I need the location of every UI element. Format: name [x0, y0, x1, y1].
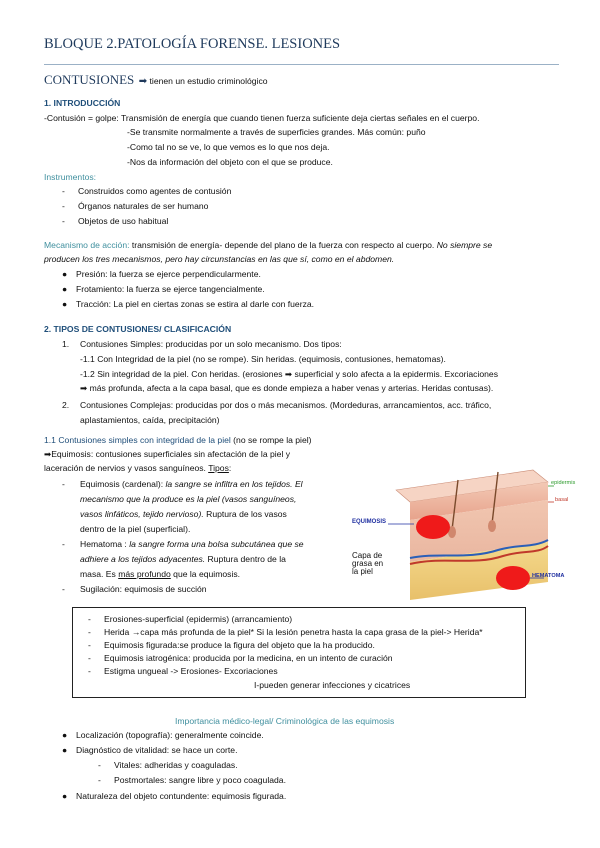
title-rule: [44, 64, 559, 65]
intro-heading: 1. INTRODUCCIÓN: [44, 98, 121, 108]
box-item: - Herida →capa más profunda de la piel* Si la lesión penetra hasta la capa grasa de la piel-> Herida*: [88, 627, 483, 637]
list-marker: -: [62, 539, 65, 549]
list-marker: -: [62, 584, 65, 594]
subtitle-rest: tienen un estudio criminológico: [147, 76, 268, 86]
list-item: ● Diagnóstico de vitalidad: se hace un corte.: [62, 745, 238, 755]
skin-figure: [348, 460, 574, 600]
tipos-sub: ➡ más profunda, afecta a la capa basal, que es donde empieza a haber venas y arterias. Heridas contusas).: [80, 383, 494, 393]
hematoma-line: adhiere a los tejidos adyacentes. Ruptura dentro de la: [80, 554, 286, 564]
intro-line: -Se transmite normalmente a través de superficies grandes. Más común: puño: [127, 127, 426, 137]
tipos-heading: 2. TIPOS DE CONTUSIONES/ CLASIFICACIÓN: [44, 324, 232, 334]
importancia-heading: Importancia médico-legal/ Criminológica de las equimosis: [175, 716, 395, 726]
instrumentos-heading: Instrumentos:: [44, 172, 97, 182]
sec11-text: ➡Equimosis: contusiones superficiales sin afectación de la piel y: [44, 449, 291, 459]
list-item: - Construidos como agentes de contusión: [62, 186, 232, 196]
list-item: ● Tracción: La piel en ciertas zonas se estira al darle con fuerza.: [62, 299, 315, 309]
mecanismo-label: Mecanismo de acción:: [44, 240, 130, 250]
list-item: ● Presión: la fuerza se ejerce perpendicularmente.: [62, 269, 261, 279]
tipos-sub: -1.2 Sin integridad de la piel. Con heridas. (erosiones ➡ superficial y solo afecta a la epidermis. Excoriaciones: [80, 369, 499, 379]
list-item: - Postmortales: sangre libre y poco coagulada.: [98, 775, 286, 785]
arrow-icon: ➡: [138, 76, 148, 87]
box-item: - Erosiones-superficial (epidermis) (arrancamiento): [88, 614, 293, 624]
box-item: - Estigma ungueal -> Erosiones- Excoriaciones: [88, 666, 278, 676]
cardenal-line: mecanismo que la produce es la piel (vasos sanguíneos,: [80, 494, 297, 504]
list-item: ● Frotamiento: la fuerza se ejerce tangencialmente.: [62, 284, 265, 294]
box-item: - Equimosis figurada:se produce la figura del objeto que la ha producido.: [88, 640, 375, 650]
tipos-complejas: aplastamientos, caída, precipitación): [80, 415, 220, 425]
box-footer: I-pueden generar infecciones y cicatrices: [254, 680, 411, 690]
section-subtitle: [44, 71, 268, 89]
tipos-simples: Contusiones Simples: producidas por un solo mecanismo. Dos tipos:: [80, 339, 342, 349]
sugilacion-line: Sugilación: equimosis de succión: [80, 584, 207, 594]
mecanismo-line: Mecanismo de acción: transmisión de energía- depende del plano de la fuerza con respecto al cuerpo. No siempre se: [44, 240, 493, 250]
box-item: - Equimosis iatrogénica: producida por la medicina, en un intento de curación: [88, 653, 393, 663]
figure-label-capa: la piel: [352, 567, 373, 576]
cardenal-line: vasos linfáticos, tejido nervioso). Ruptura de los vasos: [80, 509, 287, 519]
tipos-complejas: Contusiones Complejas: producidas por dos o más mecanismos. (Mordeduras, arrancamientos, acc. tráfico,: [80, 400, 492, 410]
figure-label-basal: basal: [555, 497, 569, 503]
tipos-sub: -1.1 Con Integridad de la piel (no se rompe). Sin heridas. (equimosis, contusiones, hematomas).: [80, 354, 446, 364]
list-marker: -: [62, 479, 65, 489]
sec11-heading: 1.1 Contusiones simples con integridad de la piel (no se rompe la piel): [44, 435, 312, 445]
cardenal-line: dentro de la piel (superficial).: [80, 524, 191, 534]
figure-label-equimosis: EQUIMOSIS: [352, 519, 387, 525]
list-number: 1.: [62, 339, 70, 349]
page-title: BLOQUE 2.PATOLOGÍA FORENSE. LESIONES: [44, 36, 341, 52]
figure-label-epidermis: epidermis: [551, 480, 576, 486]
mecanismo-note: producen los tres mecanismos, pero hay circunstancias en las que sí, como en el abdomen.: [44, 254, 395, 264]
figure-label-hematoma: HEMATOMA: [532, 573, 565, 579]
sec11-text: laceración de nervios y vasos sanguíneos. Tipos:: [44, 463, 232, 473]
figure-label-capa: grasa en: [352, 559, 384, 568]
subtitle-main: CONTUSIONES: [44, 72, 135, 87]
figure-label-capa: Capa de: [352, 551, 383, 560]
hematoma-line: masa. Es más profundo que la equimosis.: [80, 569, 241, 579]
list-item: ● Localización (topografía): generalmente coincide.: [62, 730, 264, 740]
list-item: - Objetos de uso habitual: [62, 216, 169, 226]
list-item: - Órganos naturales de ser humano: [62, 201, 209, 211]
skin-illustration: [348, 460, 574, 600]
intro-line: -Nos da información del objeto con el que se produce.: [127, 157, 333, 167]
intro-line: -Contusión = golpe: Transmisión de energía que cuando tienen fuerza suficiente deja ciertas señales en el cuerpo.: [44, 113, 480, 123]
list-item: ● Naturaleza del objeto contundente: equimosis figurada.: [62, 791, 287, 801]
cardenal-line: Equimosis (cardenal): la sangre se infiltra en los tejidos. El: [80, 479, 303, 489]
list-number: 2.: [62, 400, 70, 410]
hematoma-line: Hematoma : la sangre forma una bolsa subcutánea que se: [80, 539, 304, 549]
intro-line: -Como tal no se ve, lo que vemos es lo que nos deja.: [127, 142, 330, 152]
list-item: - Vitales: adheridas y coaguladas.: [98, 760, 238, 770]
